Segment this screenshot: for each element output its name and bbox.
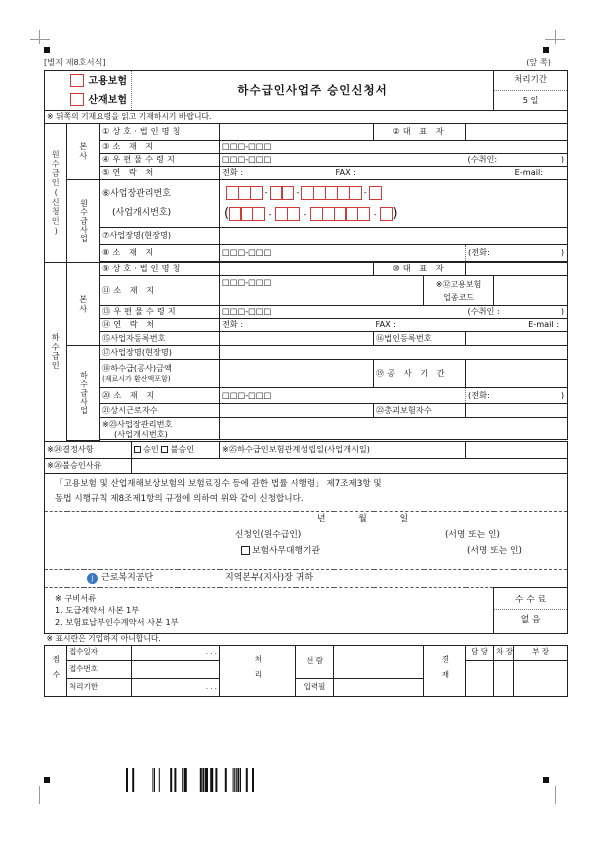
barcode-bar — [159, 768, 160, 792]
corner-mark — [543, 777, 549, 783]
employment-checkbox[interactable] — [70, 74, 84, 87]
sc-industry-code-field[interactable] — [494, 276, 568, 306]
sc-period-label: ⑲공 사 기 간 — [374, 360, 466, 388]
signature-manager[interactable] — [514, 660, 568, 696]
oc-contact-label: ⑤연 락 처 — [100, 167, 220, 180]
sc-corp-reg-label: ⑯법인등록번호 — [374, 332, 466, 346]
barcode-bar — [236, 768, 237, 792]
sc-insured-count-label: ㉒총괴보험자수 — [374, 404, 466, 418]
barcode-bar — [246, 768, 248, 792]
office-use-note: ※ 표시란은 기입하지 아니합니다. — [45, 633, 568, 645]
role-deputy: 차 장 — [494, 645, 514, 660]
application-form — [44, 70, 568, 697]
oc-representative-field[interactable] — [466, 124, 568, 141]
reception-date-label: 접수일자 — [67, 645, 132, 660]
crop-line — [39, 786, 40, 804]
sc-employee-count-field[interactable] — [220, 404, 374, 418]
input-person-field[interactable] — [334, 678, 424, 696]
barcode-bar — [202, 768, 204, 792]
oc-site-label: 원수급사업 — [67, 180, 100, 263]
sc-email-field[interactable]: E-mail : — [494, 319, 568, 332]
instruction-top: ※ 뒤쪽의 기재요령을 읽고 기재하시기 바랍니다. — [45, 111, 568, 124]
oc-address-label: ③소 재 지 — [100, 141, 220, 154]
original-contractor-group: 원수급인(신청인) — [45, 124, 67, 263]
oc-business-start-no-label: (사업개시번호) — [112, 207, 172, 218]
sc-period-field[interactable] — [466, 360, 568, 388]
sc-business-reg-label: ⑮사업자등록번호 — [100, 332, 220, 346]
application-date[interactable]: 년 월 일 — [317, 513, 409, 524]
reception-no-label: 접수번호 — [67, 660, 132, 678]
establishment-date-field[interactable] — [466, 441, 568, 458]
rejection-reason-field[interactable] — [132, 458, 568, 473]
sc-address-field[interactable]: □□□-□□□ — [220, 276, 424, 306]
sc-company-name-label: ⑨상호·법인명칭 — [100, 263, 220, 276]
sc-contract-amount-field[interactable] — [220, 360, 374, 388]
sc-mail-address-field[interactable]: □□□-□□□ — [220, 306, 466, 319]
insurance-type-select — [45, 71, 132, 111]
barcode-bar — [237, 768, 239, 792]
barcode-bar — [225, 768, 227, 792]
sc-site-name-field[interactable] — [220, 346, 568, 360]
oc-management-no-label: ⑥사업장관리번호 — [102, 188, 171, 199]
oc-management-no-field[interactable]: - - - ( - - - ) — [220, 180, 568, 228]
oc-company-name-label: ①상호·법인명칭 — [100, 124, 220, 141]
sc-business-start-no-label: (사업개시번호) — [114, 428, 168, 439]
processing-period-label: 처리기간 — [494, 71, 567, 91]
oc-site-phone-field[interactable]: (전화: ) — [466, 245, 568, 262]
oc-phone-field[interactable]: 전화 : — [220, 167, 334, 180]
oc-mail-address-field[interactable]: □□□-□□□ — [220, 154, 466, 167]
barcode-bar — [132, 768, 134, 792]
sc-representative-label: ⑩대 표 자 — [374, 263, 466, 276]
crop-line — [555, 30, 556, 44]
signature-deputy[interactable] — [494, 660, 514, 696]
form-title: 하수급인사업주 승인신청서 — [132, 71, 494, 111]
barcode-bar — [182, 768, 183, 792]
signature-staff[interactable] — [466, 660, 494, 696]
sc-fax-field[interactable]: FAX : — [374, 319, 494, 332]
sc-phone-field[interactable]: 전화 : — [220, 319, 374, 332]
corner-mark — [44, 47, 50, 53]
logo-icon: J — [87, 573, 98, 584]
agent-checkbox[interactable] — [241, 546, 250, 555]
dept-field[interactable] — [334, 645, 424, 678]
barcode-bar — [154, 768, 155, 792]
establishment-date-label: ※㉕하수급인보험관계성립일(사업개시일) — [220, 441, 466, 458]
fee-value: 없 음 — [520, 614, 541, 625]
role-manager: 부 장 — [514, 645, 568, 660]
agent-label: 보험사무대행기관 — [252, 545, 320, 556]
sc-site-address-field[interactable]: □□□-□□□ — [220, 388, 466, 404]
sc-contract-amount-label: ⑱하수급(공사)금액 — [102, 362, 172, 373]
declaration-line-2: 동법 시행규칙 제8조제1항의 규정에 의하여 위와 같이 신청합니다. — [55, 494, 304, 504]
decision-options[interactable] — [132, 441, 220, 458]
oc-representative-label: ②대 표 자 — [374, 124, 466, 141]
barcode-bar — [240, 768, 241, 792]
sc-site-label: 하수급사업 — [67, 346, 100, 441]
sc-head-office-label: 본사 — [67, 263, 100, 346]
barcode-bar — [184, 768, 187, 792]
crop-line — [30, 39, 50, 40]
approve-checkbox[interactable] — [134, 446, 141, 453]
required-doc-1: 1. 도급계약서 사본 1부 — [55, 604, 140, 615]
page-side: (앞 쪽) — [526, 57, 551, 67]
barcode-bar — [233, 768, 234, 792]
approval-label: 결재 — [424, 645, 466, 696]
sc-contact-label: ⑭연 락 처 — [100, 319, 220, 332]
sc-address-label: ⑪소 재 지 — [100, 276, 220, 306]
dept-label: 선 람 — [296, 645, 334, 678]
oc-site-address-field[interactable]: □□□-□□□ — [220, 245, 466, 262]
crop-line — [39, 30, 40, 44]
handling-label: 처리 — [220, 645, 296, 696]
industrial-checkbox[interactable] — [70, 93, 84, 106]
reception-label: 접수 — [45, 645, 67, 696]
reception-no-field[interactable] — [132, 660, 220, 678]
input-person-label: 입력필 — [296, 678, 334, 696]
sc-mail-address-label: ⑬우편물수령지 — [100, 306, 220, 319]
barcode-bar — [126, 768, 128, 792]
disapprove-label: 불승인 — [170, 443, 195, 454]
corner-mark — [543, 47, 549, 53]
oc-site-address-label: ⑧소 재 지 — [100, 245, 220, 262]
crop-line — [555, 786, 556, 804]
disapprove-checkbox[interactable] — [161, 446, 168, 453]
sc-management-no-label: ※㉓사업장관리번호 — [102, 418, 173, 429]
oc-address-field[interactable]: □□□-□□□ — [220, 141, 568, 154]
oc-recipient-field[interactable]: (수취인: ) — [466, 154, 568, 167]
required-doc-2: 2. 보험료납부인수계약서 사본 1부 — [55, 616, 179, 627]
oc-email-field[interactable]: E-mail: — [466, 167, 568, 180]
sc-recipient-field[interactable]: (수취인 : ) — [466, 306, 568, 319]
organization-name: 근로복지공단 — [101, 572, 154, 583]
oc-site-name-label: ⑦사업장명(현장명) — [100, 228, 220, 245]
oc-head-office-label: 본사 — [67, 124, 100, 180]
applicant-signature[interactable]: (서명 또는 인) — [445, 529, 500, 540]
oc-fax-field[interactable]: FAX : — [334, 167, 466, 180]
sc-site-address-label: ⑳소 재 지 — [100, 388, 220, 404]
employment-insurance-label: 고용보험 — [88, 75, 128, 87]
processing-deadline-field[interactable]: . . . — [132, 678, 220, 696]
role-staff: 담 당 — [466, 645, 494, 660]
sc-site-phone-field[interactable]: (전화: ) — [466, 388, 568, 404]
barcode-bar — [205, 768, 208, 792]
barcode-bar — [170, 768, 172, 792]
agent-signature[interactable]: (서명 또는 인) — [467, 545, 522, 556]
sc-site-name-label: ⑰사업장명(현장명) — [100, 346, 220, 360]
barcode-bar — [215, 768, 217, 792]
sc-representative-field[interactable] — [466, 263, 568, 276]
processing-deadline-label: 처리기한 — [67, 678, 132, 696]
required-docs-title: ※ 구비서류 — [55, 592, 97, 603]
declaration-line-1: 「고용보험 및 산업재해보상보험의 보험료징수 등에 관한 법률 시행령」 제7조제3항 및 — [55, 479, 382, 489]
sc-employee-count-label: ㉑상시근로자수 — [100, 404, 220, 418]
industrial-insurance-label: 산재보험 — [88, 94, 128, 106]
barcode-bar — [234, 768, 235, 792]
sc-business-reg-field[interactable] — [220, 332, 374, 346]
reception-date-field[interactable]: . . . — [132, 645, 220, 660]
sc-management-no-field[interactable] — [220, 418, 568, 440]
oc-company-name-field[interactable] — [220, 124, 374, 141]
barcode-bar — [174, 768, 176, 792]
sc-industry-code-label: ※⑫고용보험 — [435, 279, 482, 289]
applicant-label: 신청인(원수급인) — [235, 529, 302, 540]
barcode — [126, 768, 264, 792]
approve-label: 승인 — [143, 443, 159, 454]
rejection-reason-label: ※㉖불승인사유 — [45, 458, 132, 473]
addressee: 지역본부(지사)장 귀하 — [225, 572, 314, 583]
sc-corp-reg-field[interactable] — [466, 332, 568, 346]
fee-label: 수 수 료 — [494, 591, 567, 610]
sc-contract-amount-sub: (재료시가 환산액포함) — [102, 374, 171, 383]
processing-period-value: 5 일 — [522, 95, 539, 105]
sc-industry-code-sub: 업종코드 — [443, 292, 474, 302]
barcode-bar — [210, 768, 213, 792]
sc-insured-count-field[interactable] — [466, 404, 568, 418]
oc-site-name-field[interactable] — [220, 228, 568, 245]
barcode-bar — [152, 768, 153, 792]
barcode-bar — [200, 768, 202, 792]
corner-mark — [44, 777, 50, 783]
form-number: [별지 제8호서식] — [44, 57, 106, 67]
oc-mail-address-label: ④우편물수령지 — [100, 154, 220, 167]
subcontractor-group: 하수급인 — [45, 263, 67, 442]
decision-label: ※㉔결정사항 — [45, 441, 132, 458]
barcode-bar — [252, 768, 254, 792]
sc-company-name-field[interactable] — [220, 263, 374, 276]
